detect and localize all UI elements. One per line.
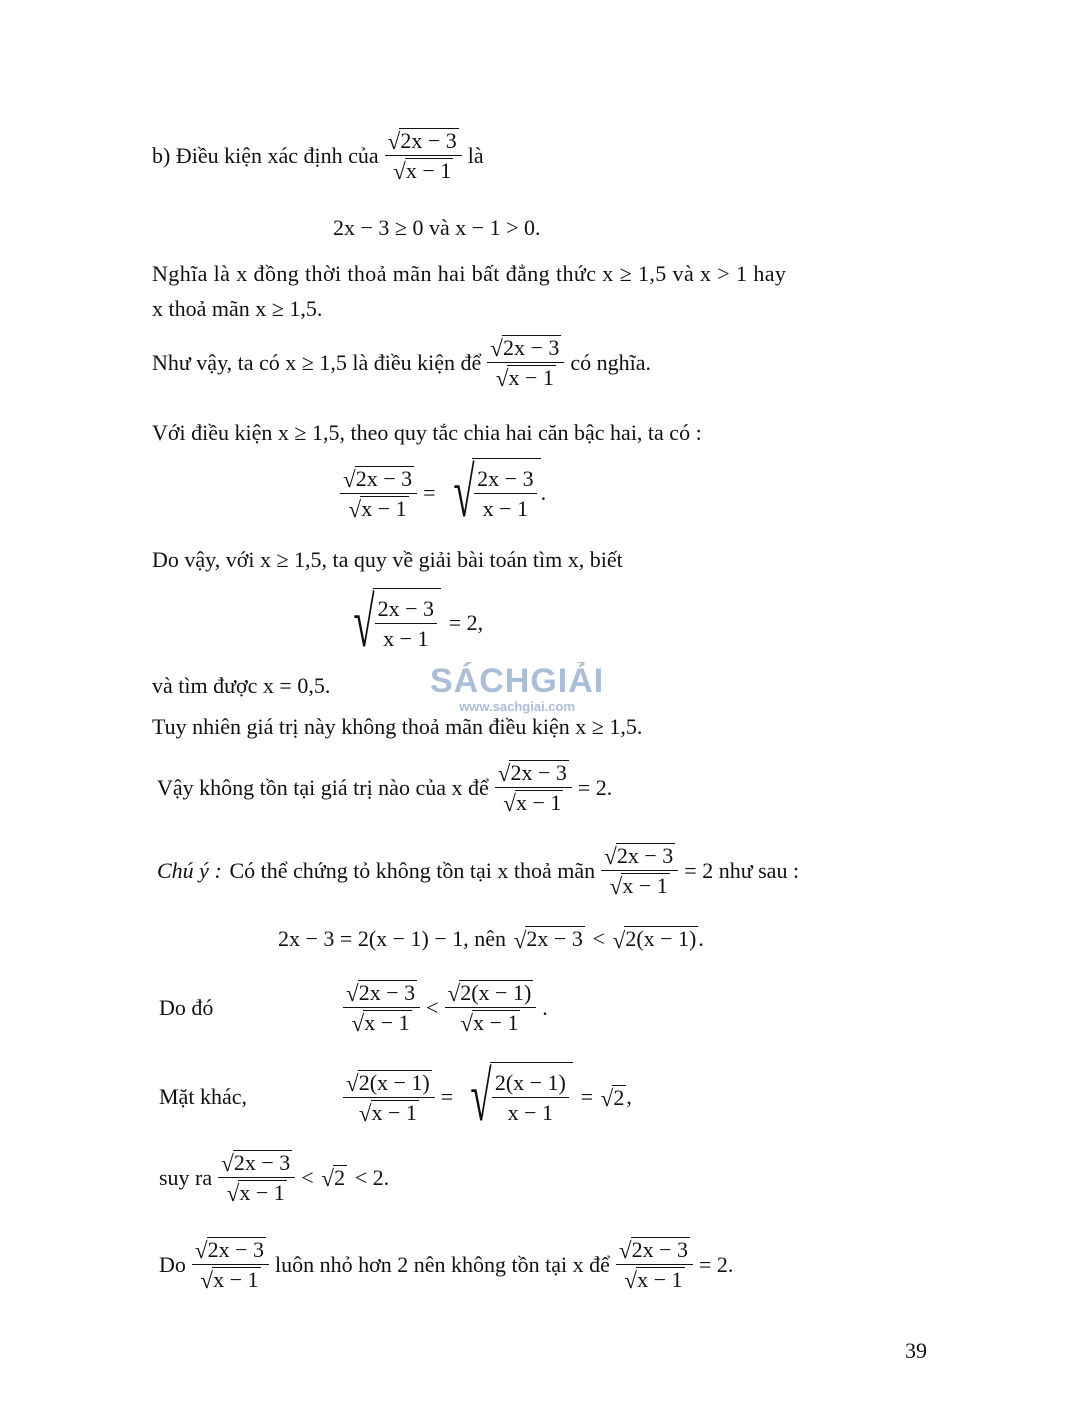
text-la: là: [467, 142, 484, 168]
line-b-intro: [152, 128, 484, 183]
radicand: 2x − 3: [502, 335, 560, 360]
inner-numerator: 2x − 3: [474, 466, 536, 494]
line-inequality: [278, 926, 704, 952]
radicand: x − 1: [213, 1267, 259, 1293]
text-tim-duoc: và tìm được x = 0,5.: [152, 673, 331, 698]
fraction-sqrt-2x3-over-sqrt-x1: √ 2x − 3 √ x − 1: [487, 335, 564, 390]
fraction-sqrt-2x3-over-sqrt-x1: √ 2x − 3 √ x − 1: [601, 843, 678, 898]
line-nghia-la-1: [152, 261, 786, 287]
line-nghia-la-2: [152, 296, 322, 322]
watermark-url: www.sachgiai.com: [459, 699, 576, 714]
text-chu-y: Có thể chứng tỏ không tồn tại x thoả mãn: [229, 857, 596, 883]
radicand: x − 1: [405, 158, 452, 184]
radicand: 2x − 3: [355, 465, 413, 491]
line-do-vay: [152, 547, 623, 573]
text-do-do: Do đó: [159, 994, 214, 1020]
inner-denominator: x − 1: [383, 626, 429, 652]
text-lt-2: < 2.: [354, 1164, 390, 1190]
text-eq-line: 2x − 3 = 2(x − 1) − 1, nên: [278, 926, 507, 951]
radicand: x − 1: [361, 495, 407, 521]
text-mat-khac: Mặt khác,: [159, 1084, 247, 1110]
fraction-sqrt-2x3-over-sqrt-x1: √ 2x − 3 √ x − 1: [385, 128, 462, 183]
text-chu-y-end: = 2 như sau :: [684, 857, 800, 883]
text-eq-2: = 2.: [699, 1251, 734, 1277]
text-co-nghia: có nghĩa.: [570, 349, 652, 375]
radicand: x − 1: [364, 1010, 410, 1036]
radicand: 2x − 3: [631, 1237, 688, 1262]
sqrt-2: √ 2: [321, 1165, 346, 1192]
period: .: [698, 926, 704, 951]
text-suy-ra: suy ra: [159, 1164, 213, 1190]
line-suy-ra: [159, 1150, 389, 1205]
inner-numerator: 2x − 3: [375, 596, 437, 624]
less-than-sign: <: [426, 994, 439, 1020]
radicand: 2x − 3: [358, 980, 416, 1005]
radicand: 2(x − 1): [460, 980, 532, 1005]
text-luon-nho: luôn nhỏ hơn 2 nên không tồn tại x để: [275, 1251, 610, 1277]
radicand: x − 1: [637, 1267, 683, 1293]
comma: ,: [626, 1084, 632, 1110]
radicand: 2x − 3: [233, 1150, 291, 1175]
line-condition: [333, 215, 541, 241]
watermark-brand: SÁCHGIẢI: [430, 662, 605, 700]
line-equation-2: [336, 584, 484, 662]
equals-sign: =: [440, 1084, 454, 1110]
radicand: 2x − 3: [526, 926, 583, 952]
radicand: 2: [613, 1084, 625, 1110]
text-vay-khong: Vậy không tồn tại giá trị nào của x để: [157, 774, 489, 800]
text-eq-2: = 2,: [448, 610, 484, 636]
fraction-sqrt-2x3-over-sqrt-x1: √ 2x − 3 √ x − 1: [218, 1150, 295, 1205]
text-nhu-vay: Như vậy, ta có x ≥ 1,5 là điều kiện để: [152, 349, 482, 375]
equals-sign: =: [580, 1084, 593, 1110]
note-label: Chú ý :: [157, 857, 222, 883]
line-tim-duoc: [152, 673, 330, 699]
radicand: 2: [334, 1165, 346, 1191]
text-condition: 2x − 3 ≥ 0 và x − 1 > 0.: [333, 215, 541, 240]
sqrt-2x-3: √ 2x − 3: [513, 926, 583, 953]
text-tuy-nhien: Tuy nhiên giá trị này không thoả mãn điều kiện x ≥ 1,5.: [152, 714, 643, 739]
line-division-rule: [334, 454, 547, 532]
fraction-sqrt-2x1-over-sqrt-x1: √ 2(x − 1) √ x − 1: [445, 980, 537, 1035]
line-voi-dieu-kien: [152, 420, 702, 446]
period: .: [540, 480, 547, 506]
text-nghia-la-2: x thoả mãn x ≥ 1,5.: [152, 296, 323, 321]
sqrt-of-fraction: √ $\frac{2x - 3}{x - 1}$: [436, 458, 541, 528]
text-do: Do: [159, 1251, 186, 1277]
line-vay-khong: [157, 760, 612, 815]
less-than-sign: <: [301, 1164, 314, 1190]
radicand: x − 1: [622, 873, 668, 899]
fraction-sqrt-2x3-over-sqrt-x1: √ 2x − 3 √ x − 1: [495, 760, 572, 815]
less-than-sign: <: [592, 926, 605, 951]
radicand: x − 1: [239, 1180, 285, 1206]
radicand: 2x − 3: [616, 843, 674, 868]
text-eq-2: = 2.: [577, 774, 613, 800]
radicand: x − 1: [508, 365, 554, 391]
line-nhu-vay: [152, 335, 651, 390]
radicand: x − 1: [473, 1010, 519, 1036]
line-chu-y: [157, 843, 799, 898]
radicand: 2x − 3: [400, 128, 457, 153]
radicand: x − 1: [371, 1099, 417, 1125]
sqrt-2: √ 2: [600, 1084, 625, 1111]
line-do-do: [159, 980, 548, 1035]
radicand: 2x − 3: [207, 1237, 264, 1262]
sachgiai-watermark: [430, 662, 604, 714]
text-voi-dieu-kien: Với điều kiện x ≥ 1,5, theo quy tắc chia hai căn bậc hai, ta có :: [152, 420, 702, 445]
fraction-sqrt-2x3-over-sqrt-x1: √ 2x − 3 √ x − 1: [340, 466, 417, 521]
sqrt-of-fraction: √ $\frac{2(x - 1)}{x - 1}$: [453, 1062, 573, 1132]
text-do-vay: Do vậy, với x ≥ 1,5, ta quy về giải bài toán tìm x, biết: [152, 547, 623, 572]
radicand: 2(x − 1): [358, 1069, 430, 1095]
radicand: 2x − 3: [510, 760, 567, 785]
line-tuy-nhien: [152, 714, 642, 740]
inner-denominator: x − 1: [507, 1100, 554, 1126]
inner-numerator: 2(x − 1): [492, 1070, 569, 1098]
period: .: [542, 994, 548, 1020]
inner-denominator: x − 1: [482, 496, 529, 522]
text-b-intro: b) Điều kiện xác định của: [152, 142, 379, 168]
radicand: x − 1: [515, 790, 562, 816]
line-conclusion: [159, 1237, 733, 1292]
sqrt-2-x-1: √ 2(x − 1): [612, 926, 697, 953]
radicand: 2(x − 1): [625, 926, 697, 952]
line-mat-khac: [159, 1058, 632, 1136]
text-nghia-la-1: Nghĩa là x đồng thời thoả mãn hai bất đẳng thức x ≥ 1,5 và x > 1 hay: [152, 261, 787, 286]
page-number: 39: [905, 1338, 927, 1363]
equals-sign: =: [423, 480, 436, 506]
fraction-sqrt-2x3-over-sqrt-x1: √ 2x − 3 √ x − 1: [192, 1237, 269, 1292]
sqrt-of-fraction: √ $\frac{2x - 3}{x - 1}$: [336, 588, 441, 658]
fraction-sqrt-2x3-over-sqrt-x1: √ 2x − 3 √ x − 1: [616, 1237, 693, 1292]
fraction-sqrt-2x1-over-sqrt-x1: √ 2(x − 1) √ x − 1: [343, 1070, 435, 1125]
fraction-sqrt-2x3-over-sqrt-x1: √ 2x − 3 √ x − 1: [343, 980, 420, 1035]
